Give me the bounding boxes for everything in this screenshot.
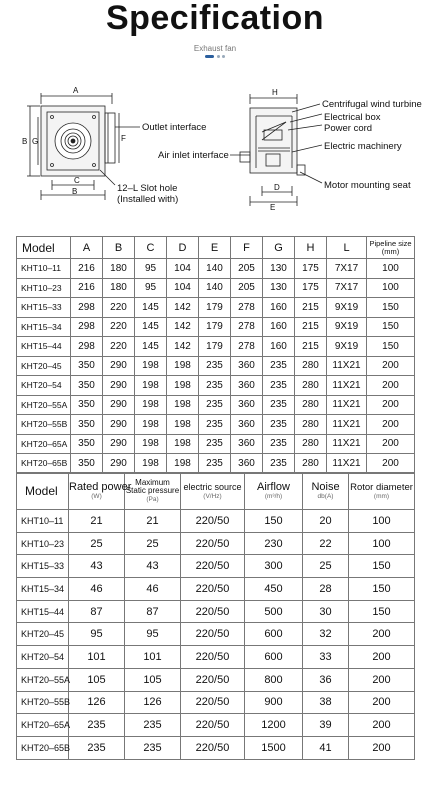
cell-f: 360 bbox=[231, 376, 263, 396]
cell-l: 11X21 bbox=[327, 454, 367, 474]
cell-electric-source: 220/50 bbox=[181, 510, 245, 533]
cell-pipeline-size: 200 bbox=[367, 356, 415, 376]
cell-a: 298 bbox=[71, 317, 103, 337]
cell-g: 160 bbox=[263, 317, 295, 337]
cell-rotor-diameter: 150 bbox=[349, 578, 415, 601]
page-title: Specification bbox=[105, 0, 325, 37]
indicator-dot bbox=[217, 55, 220, 58]
cell-noise: 36 bbox=[303, 668, 349, 691]
cell-electric-source: 220/50 bbox=[181, 555, 245, 578]
pipeline-size-unit: (mm) bbox=[381, 246, 400, 256]
col-rated-power bbox=[69, 473, 132, 510]
cell-rotor-diameter: 200 bbox=[349, 668, 415, 691]
cell-c: 198 bbox=[135, 376, 167, 396]
cell-e: 235 bbox=[199, 434, 231, 454]
cell-e: 235 bbox=[199, 454, 231, 474]
dim-b-bottom: B bbox=[72, 187, 78, 196]
cell-rated-power: 235 bbox=[69, 736, 125, 759]
cell-static-pressure: 87 bbox=[125, 600, 181, 623]
cell-model: KHT20–54 bbox=[17, 376, 71, 396]
col-f: F bbox=[231, 237, 263, 259]
cell-airflow: 230 bbox=[245, 532, 303, 555]
cell-airflow: 500 bbox=[245, 600, 303, 623]
cell-noise: 20 bbox=[303, 510, 349, 533]
dimensions-table-body bbox=[17, 259, 415, 474]
cell-h: 280 bbox=[295, 454, 327, 474]
cell-b: 180 bbox=[103, 278, 135, 298]
cell-noise: 41 bbox=[303, 736, 349, 759]
table-row bbox=[17, 376, 415, 396]
rotor-diameter-unit: (mm) bbox=[373, 492, 390, 500]
cell-f: 278 bbox=[231, 337, 263, 357]
cell-model: KHT15–34 bbox=[17, 578, 69, 601]
cell-f: 360 bbox=[231, 454, 263, 474]
cell-pipeline-size: 150 bbox=[367, 298, 415, 318]
cell-model: KHT10–23 bbox=[17, 278, 71, 298]
cell-f: 205 bbox=[231, 259, 263, 279]
rated-power-unit: (W) bbox=[91, 492, 102, 500]
cell-airflow: 1500 bbox=[245, 736, 303, 759]
cell-static-pressure: 235 bbox=[125, 714, 181, 737]
cell-model: KHT10–11 bbox=[17, 259, 71, 279]
cell-airflow: 600 bbox=[245, 623, 303, 646]
cell-e: 235 bbox=[199, 376, 231, 396]
table-row bbox=[17, 337, 415, 357]
cell-c: 145 bbox=[135, 317, 167, 337]
cell-rotor-diameter: 200 bbox=[349, 736, 415, 759]
cell-b: 290 bbox=[103, 395, 135, 415]
dim-a: A bbox=[73, 86, 79, 95]
cell-d: 198 bbox=[167, 434, 199, 454]
airflow-unit: (m³/h) bbox=[264, 492, 283, 500]
cell-b: 220 bbox=[103, 298, 135, 318]
cell-pipeline-size: 200 bbox=[367, 376, 415, 396]
cell-f: 360 bbox=[231, 415, 263, 435]
cell-h: 215 bbox=[295, 337, 327, 357]
cell-b: 220 bbox=[103, 317, 135, 337]
rotor-diameter-label: Rotor diameter bbox=[350, 481, 413, 493]
cell-electric-source: 220/50 bbox=[181, 736, 245, 759]
table-row bbox=[17, 298, 415, 318]
table-row bbox=[17, 259, 415, 279]
cell-rated-power: 105 bbox=[69, 668, 125, 691]
page-subtitle: Exhaust fan bbox=[193, 44, 237, 53]
table-row bbox=[17, 555, 415, 578]
cell-electric-source: 220/50 bbox=[181, 600, 245, 623]
performance-table bbox=[16, 472, 415, 760]
cell-l: 11X21 bbox=[327, 395, 367, 415]
cell-model: KHT10–11 bbox=[17, 510, 69, 533]
cell-c: 198 bbox=[135, 395, 167, 415]
performance-table-body bbox=[17, 510, 415, 760]
cell-e: 179 bbox=[199, 337, 231, 357]
col-d: D bbox=[167, 237, 199, 259]
technical-drawings bbox=[0, 82, 430, 232]
cell-electric-source: 220/50 bbox=[181, 532, 245, 555]
pipeline-size-label: Pipeline size bbox=[369, 238, 412, 248]
cell-b: 290 bbox=[103, 415, 135, 435]
cell-model: KHT20–54 bbox=[17, 646, 69, 669]
airflow-label: Airflow bbox=[256, 480, 290, 493]
cell-model: KHT20–65B bbox=[17, 736, 69, 759]
cell-d: 142 bbox=[167, 337, 199, 357]
cell-a: 298 bbox=[71, 337, 103, 357]
cell-l: 11X21 bbox=[327, 415, 367, 435]
cell-static-pressure: 235 bbox=[125, 736, 181, 759]
cell-h: 280 bbox=[295, 356, 327, 376]
cell-pipeline-size: 200 bbox=[367, 415, 415, 435]
label-power-cord: Power cord bbox=[324, 123, 373, 134]
label-slot-note: (Installed with) bbox=[117, 194, 179, 205]
cell-h: 215 bbox=[295, 317, 327, 337]
cell-pipeline-size: 150 bbox=[367, 317, 415, 337]
cell-a: 350 bbox=[71, 415, 103, 435]
cell-c: 95 bbox=[135, 278, 167, 298]
cell-e: 235 bbox=[199, 415, 231, 435]
cell-model: KHT20–65A bbox=[17, 434, 71, 454]
col-a: A bbox=[71, 237, 103, 259]
cell-static-pressure: 25 bbox=[125, 532, 181, 555]
cell-rated-power: 46 bbox=[69, 578, 125, 601]
cell-l: 11X21 bbox=[327, 356, 367, 376]
table-row bbox=[17, 600, 415, 623]
cell-rotor-diameter: 200 bbox=[349, 691, 415, 714]
table-row bbox=[17, 395, 415, 415]
cell-d: 104 bbox=[167, 259, 199, 279]
cell-model: KHT15–33 bbox=[17, 298, 71, 318]
table-row bbox=[17, 454, 415, 474]
static-pressure-label: Maximum Static pressure bbox=[125, 477, 180, 495]
noise-unit: db(A) bbox=[317, 492, 334, 500]
cell-a: 216 bbox=[71, 259, 103, 279]
label-centrifugal-turbine: Centrifugal wind turbine bbox=[322, 99, 422, 110]
cell-model: KHT10–23 bbox=[17, 532, 69, 555]
cell-static-pressure: 126 bbox=[125, 691, 181, 714]
table-row bbox=[17, 646, 415, 669]
cell-d: 104 bbox=[167, 278, 199, 298]
cell-d: 198 bbox=[167, 454, 199, 474]
cell-model: KHT15–34 bbox=[17, 317, 71, 337]
cell-model: KHT20–45 bbox=[17, 623, 69, 646]
col-model bbox=[17, 473, 69, 510]
cell-g: 130 bbox=[263, 259, 295, 279]
cell-l: 7X17 bbox=[327, 259, 367, 279]
col-b: B bbox=[103, 237, 135, 259]
cell-e: 179 bbox=[199, 317, 231, 337]
cell-rated-power: 95 bbox=[69, 623, 125, 646]
dimensions-table bbox=[16, 236, 415, 474]
table-row bbox=[17, 415, 415, 435]
cell-electric-source: 220/50 bbox=[181, 646, 245, 669]
cell-b: 290 bbox=[103, 434, 135, 454]
cell-rotor-diameter: 100 bbox=[349, 510, 415, 533]
dim-h: H bbox=[272, 88, 278, 97]
cell-rated-power: 87 bbox=[69, 600, 125, 623]
electric-source-label: electric source bbox=[183, 481, 242, 492]
cell-l: 9X19 bbox=[327, 298, 367, 318]
cell-g: 235 bbox=[263, 415, 295, 435]
cell-l: 9X19 bbox=[327, 337, 367, 357]
cell-airflow: 300 bbox=[245, 555, 303, 578]
cell-pipeline-size: 100 bbox=[367, 278, 415, 298]
cell-noise: 32 bbox=[303, 623, 349, 646]
cell-rated-power: 101 bbox=[69, 646, 125, 669]
cell-noise: 38 bbox=[303, 691, 349, 714]
cell-a: 350 bbox=[71, 376, 103, 396]
cell-g: 130 bbox=[263, 278, 295, 298]
cell-f: 278 bbox=[231, 298, 263, 318]
cell-h: 280 bbox=[295, 415, 327, 435]
cell-c: 198 bbox=[135, 415, 167, 435]
cell-rotor-diameter: 100 bbox=[349, 532, 415, 555]
cell-f: 360 bbox=[231, 395, 263, 415]
cell-f: 205 bbox=[231, 278, 263, 298]
cell-c: 198 bbox=[135, 454, 167, 474]
cell-electric-source: 220/50 bbox=[181, 578, 245, 601]
cell-c: 95 bbox=[135, 259, 167, 279]
col-static-pressure bbox=[125, 473, 181, 510]
cell-rated-power: 126 bbox=[69, 691, 125, 714]
cell-a: 350 bbox=[71, 395, 103, 415]
col-g: G bbox=[263, 237, 295, 259]
table-row bbox=[17, 278, 415, 298]
dim-g: G bbox=[32, 137, 39, 146]
label-electrical-box: Electrical box bbox=[324, 112, 381, 123]
col-h: H bbox=[295, 237, 327, 259]
cell-model: KHT15–44 bbox=[17, 337, 71, 357]
cell-h: 215 bbox=[295, 298, 327, 318]
cell-l: 11X21 bbox=[327, 434, 367, 454]
carousel-indicator bbox=[205, 55, 225, 59]
cell-model: KHT15–44 bbox=[17, 600, 69, 623]
cell-pipeline-size: 200 bbox=[367, 454, 415, 474]
cell-d: 142 bbox=[167, 317, 199, 337]
static-pressure-unit: (Pa) bbox=[146, 495, 159, 503]
table-row bbox=[17, 434, 415, 454]
label-slot-hole: 12–L Slot hole bbox=[117, 183, 178, 194]
cell-c: 198 bbox=[135, 434, 167, 454]
cell-pipeline-size: 100 bbox=[367, 259, 415, 279]
table-row bbox=[17, 356, 415, 376]
cell-model: KHT15–33 bbox=[17, 555, 69, 578]
cell-airflow: 900 bbox=[245, 691, 303, 714]
cell-g: 160 bbox=[263, 298, 295, 318]
col-e: E bbox=[199, 237, 231, 259]
label-outlet-interface: Outlet interface bbox=[142, 122, 207, 133]
cell-b: 290 bbox=[103, 454, 135, 474]
label-air-inlet: Air inlet interface bbox=[158, 150, 229, 161]
cell-static-pressure: 46 bbox=[125, 578, 181, 601]
cell-electric-source: 220/50 bbox=[181, 691, 245, 714]
cell-h: 280 bbox=[295, 434, 327, 454]
cell-h: 175 bbox=[295, 278, 327, 298]
table-header-row bbox=[17, 473, 415, 510]
col-l: L bbox=[327, 237, 367, 259]
cell-static-pressure: 105 bbox=[125, 668, 181, 691]
cell-g: 160 bbox=[263, 337, 295, 357]
cell-e: 179 bbox=[199, 298, 231, 318]
cell-a: 350 bbox=[71, 454, 103, 474]
dim-c: C bbox=[74, 176, 80, 185]
cell-electric-source: 220/50 bbox=[181, 623, 245, 646]
cell-noise: 25 bbox=[303, 555, 349, 578]
cell-b: 290 bbox=[103, 356, 135, 376]
cell-a: 350 bbox=[71, 356, 103, 376]
cell-g: 235 bbox=[263, 454, 295, 474]
cell-d: 198 bbox=[167, 356, 199, 376]
dim-e: E bbox=[270, 203, 276, 212]
cell-model: KHT20–55B bbox=[17, 415, 71, 435]
indicator-active bbox=[205, 55, 214, 58]
col-model: Model bbox=[17, 237, 71, 259]
cell-h: 280 bbox=[295, 395, 327, 415]
cell-rated-power: 235 bbox=[69, 714, 125, 737]
cell-noise: 39 bbox=[303, 714, 349, 737]
noise-label: Noise bbox=[311, 480, 340, 493]
cell-airflow: 800 bbox=[245, 668, 303, 691]
cell-model: KHT20–65A bbox=[17, 714, 69, 737]
cell-h: 175 bbox=[295, 259, 327, 279]
table-row bbox=[17, 532, 415, 555]
cell-electric-source: 220/50 bbox=[181, 714, 245, 737]
cell-l: 11X21 bbox=[327, 376, 367, 396]
label-motor-seat: Motor mounting seat bbox=[324, 180, 411, 191]
model-label: Model bbox=[25, 483, 58, 498]
col-noise bbox=[303, 473, 349, 510]
electric-source-unit: (V/Hz) bbox=[203, 492, 222, 500]
cell-f: 360 bbox=[231, 434, 263, 454]
cell-noise: 33 bbox=[303, 646, 349, 669]
dim-d: D bbox=[274, 183, 280, 192]
cell-c: 198 bbox=[135, 356, 167, 376]
cell-b: 180 bbox=[103, 259, 135, 279]
table-row bbox=[17, 668, 415, 691]
table-row bbox=[17, 714, 415, 737]
cell-l: 9X19 bbox=[327, 317, 367, 337]
table-row bbox=[17, 691, 415, 714]
cell-electric-source: 220/50 bbox=[181, 668, 245, 691]
dim-f: F bbox=[121, 134, 126, 143]
table-row bbox=[17, 736, 415, 759]
cell-a: 298 bbox=[71, 298, 103, 318]
cell-rotor-diameter: 200 bbox=[349, 623, 415, 646]
table-row bbox=[17, 578, 415, 601]
col-c: C bbox=[135, 237, 167, 259]
cell-d: 198 bbox=[167, 395, 199, 415]
cell-rotor-diameter: 150 bbox=[349, 600, 415, 623]
cell-rotor-diameter: 150 bbox=[349, 555, 415, 578]
cell-e: 140 bbox=[199, 278, 231, 298]
cell-rotor-diameter: 200 bbox=[349, 714, 415, 737]
cell-g: 235 bbox=[263, 434, 295, 454]
cell-airflow: 150 bbox=[245, 510, 303, 533]
cell-e: 140 bbox=[199, 259, 231, 279]
cell-static-pressure: 21 bbox=[125, 510, 181, 533]
cell-rated-power: 43 bbox=[69, 555, 125, 578]
table-header-row bbox=[17, 237, 415, 259]
cell-rotor-diameter: 200 bbox=[349, 646, 415, 669]
cell-model: KHT20–65B bbox=[17, 454, 71, 474]
cell-e: 235 bbox=[199, 356, 231, 376]
col-rotor-diameter bbox=[349, 473, 415, 510]
cell-a: 350 bbox=[71, 434, 103, 454]
label-electric-machinery: Electric machinery bbox=[324, 141, 402, 152]
cell-d: 198 bbox=[167, 415, 199, 435]
cell-c: 145 bbox=[135, 337, 167, 357]
cell-b: 290 bbox=[103, 376, 135, 396]
cell-l: 7X17 bbox=[327, 278, 367, 298]
cell-g: 235 bbox=[263, 395, 295, 415]
cell-pipeline-size: 150 bbox=[367, 337, 415, 357]
indicator-dot bbox=[222, 55, 225, 58]
cell-airflow: 600 bbox=[245, 646, 303, 669]
cell-static-pressure: 95 bbox=[125, 623, 181, 646]
dim-b: B bbox=[22, 137, 28, 146]
table-row bbox=[17, 623, 415, 646]
cell-rated-power: 21 bbox=[69, 510, 125, 533]
cell-d: 198 bbox=[167, 376, 199, 396]
cell-f: 278 bbox=[231, 317, 263, 337]
table-row bbox=[17, 317, 415, 337]
cell-f: 360 bbox=[231, 356, 263, 376]
cell-static-pressure: 101 bbox=[125, 646, 181, 669]
cell-model: KHT20–55A bbox=[17, 395, 71, 415]
col-pipeline-size bbox=[367, 237, 415, 259]
rated-power-label: Rated power bbox=[69, 480, 132, 493]
cell-c: 145 bbox=[135, 298, 167, 318]
cell-pipeline-size: 200 bbox=[367, 434, 415, 454]
cell-d: 142 bbox=[167, 298, 199, 318]
col-electric-source bbox=[181, 473, 245, 510]
cell-h: 280 bbox=[295, 376, 327, 396]
cell-a: 216 bbox=[71, 278, 103, 298]
cell-g: 235 bbox=[263, 356, 295, 376]
cell-noise: 30 bbox=[303, 600, 349, 623]
cell-g: 235 bbox=[263, 376, 295, 396]
cell-pipeline-size: 200 bbox=[367, 395, 415, 415]
cell-airflow: 1200 bbox=[245, 714, 303, 737]
cell-b: 220 bbox=[103, 337, 135, 357]
cell-model: KHT20–55B bbox=[17, 691, 69, 714]
cell-static-pressure: 43 bbox=[125, 555, 181, 578]
cell-noise: 22 bbox=[303, 532, 349, 555]
table-row bbox=[17, 510, 415, 533]
col-airflow bbox=[245, 473, 303, 510]
cell-e: 235 bbox=[199, 395, 231, 415]
cell-model: KHT20–55A bbox=[17, 668, 69, 691]
cell-rated-power: 25 bbox=[69, 532, 125, 555]
cell-airflow: 450 bbox=[245, 578, 303, 601]
cell-model: KHT20–45 bbox=[17, 356, 71, 376]
cell-noise: 28 bbox=[303, 578, 349, 601]
